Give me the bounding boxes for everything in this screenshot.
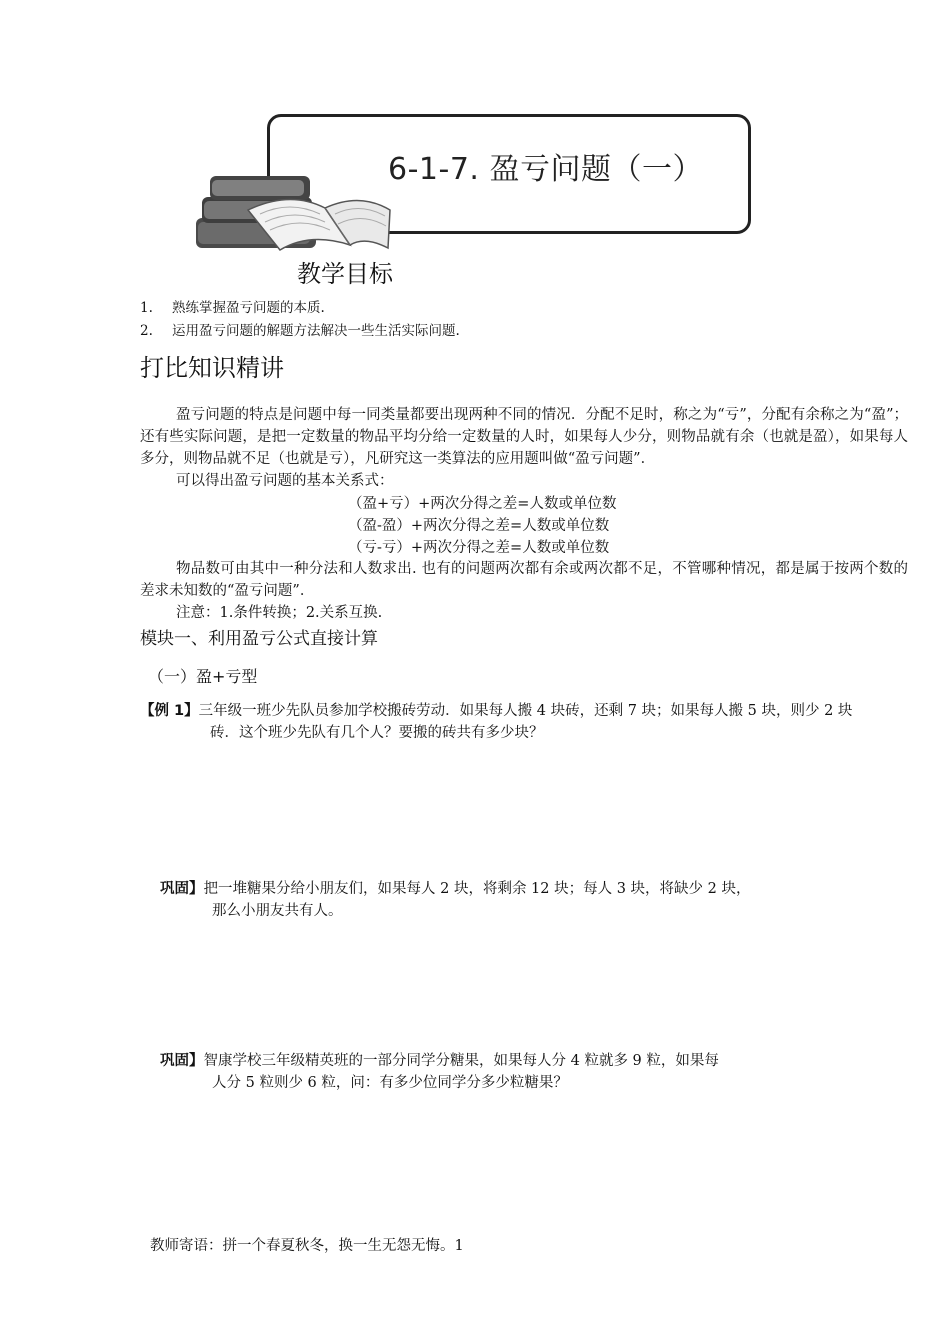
consolidation-label: 巩固】 <box>160 1053 204 1069</box>
page-title: 6-1-7. 盈亏问题（一） <box>388 152 703 187</box>
example-label: 【例 1】 <box>140 703 199 719</box>
goal-number: 1. <box>140 300 153 316</box>
books-icon <box>190 170 395 255</box>
example-1 <box>140 700 910 744</box>
formula-line: （亏-亏）+两次分得之差=人数或单位数 <box>348 540 610 556</box>
module-heading: 模块一、利用盈亏公式直接计算 <box>140 629 378 649</box>
lecture-heading: 打比知识精讲 <box>140 354 284 382</box>
consolidation-text-cont: 那么小朋友共有人。 <box>212 903 343 919</box>
consolidation-1 <box>160 878 800 922</box>
goal-item <box>140 296 325 316</box>
consolidation-text-cont: 人分 5 粒则少 6 粒，问：有多少位同学分多少粒糖果？ <box>212 1075 568 1091</box>
consolidation-text: 把一堆糖果分给小朋友们，如果每人 2 块，将剩余 12 块；每人 3 块，将缺少 2 块， <box>203 881 751 897</box>
example-text-cont: 砖．这个班少先队有几个人？要搬的砖共有多少块？ <box>210 725 544 741</box>
module-subheading: （一）盈+亏型 <box>148 667 258 686</box>
goals-heading: 教学目标 <box>297 260 393 288</box>
lecture-intro: 盈亏问题的特点是问题中每一同类量都要出现两种不同的情况．分配不足时，称之为“亏”，分配有余称之为“盈”；还有些实际问题，是把一定数量的物品平均分给一定数量的人时，如果每人少分，则物品就有余（也就是盈），如果每人多分，则物品就不足（也就是亏），凡研究这一类算法的应用题叫做“盈亏问题”． <box>140 407 908 467</box>
relation-lead: 可以得出盈亏问题的基本关系式： <box>176 473 394 489</box>
goal-item <box>140 319 460 339</box>
goal-text: 运用盈亏问题的解题方法解决一些生活实际问题. <box>172 323 460 339</box>
note-line: 注意：1.条件转换；2.关系互换. <box>176 605 383 621</box>
formula-line: （盈-盈）+两次分得之差=人数或单位数 <box>348 518 610 534</box>
example-text: 三年级一班少先队员参加学校搬砖劳动．如果每人搬 4 块砖，还剩 7 块；如果每人搬 5 块，则少 2 块 <box>198 703 853 719</box>
method-paragraph: 物品数可由其中一种分法和人数求出. 也有的问题两次都有余或两次都不足，不管哪种情况，都是属于按两个数的差求未知数的“盈亏问题”． <box>140 561 908 599</box>
goal-text: 熟练掌握盈亏问题的本质. <box>172 300 325 316</box>
consolidation-text: 智康学校三年级精英班的一部分同学分糖果，如果每人分 4 粒就多 9 粒，如果每 <box>203 1053 719 1069</box>
consolidation-label: 巩固】 <box>160 881 204 897</box>
footer-motto: 教师寄语：拼一个春夏秋冬，换一生无怨无悔。1 <box>150 1238 464 1254</box>
consolidation-2 <box>160 1050 800 1094</box>
formula-line: （盈+亏）+两次分得之差=人数或单位数 <box>348 496 617 512</box>
goal-number: 2. <box>140 323 153 339</box>
